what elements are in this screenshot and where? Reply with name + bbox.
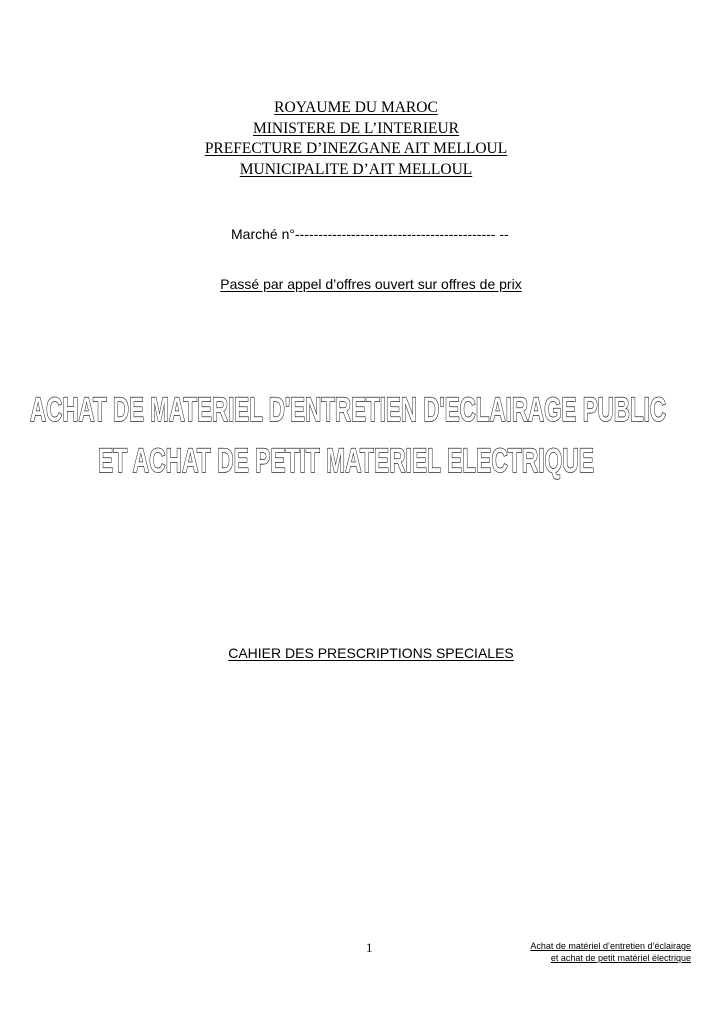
footer-line-1: Achat de matériel d’entretien d’éclairage bbox=[530, 941, 691, 951]
institution-header bbox=[0, 98, 712, 180]
header-ministry: MINISTERE DE L’INTERIEUR bbox=[252, 119, 460, 137]
page-number: 1 bbox=[366, 940, 373, 955]
marche-number: Marché n°------------------------------------------- -- bbox=[231, 226, 509, 242]
title-line-1: ACHAT DE MATERIEL D'ENTRETIEN D'ECLAIRAGE PUBLIC bbox=[30, 391, 666, 429]
main-title bbox=[0, 385, 724, 485]
footer-line-2: et achat de petit matériel électrique bbox=[550, 953, 691, 963]
title-line-2: ET ACHAT DE PETIT MATERIEL ELECTRIQUE bbox=[98, 442, 594, 480]
procedure-line: Passé par appel d’offres ouvert sur offres de prix bbox=[220, 276, 522, 292]
header-prefecture: PREFECTURE D’INEZGANE AIT MELLOUL bbox=[204, 140, 508, 157]
footer-note bbox=[530, 940, 691, 964]
document-type: CAHIER DES PRESCRIPTIONS SPECIALES bbox=[228, 645, 514, 661]
header-municipality: MUNICIPALITE D’AIT MELLOUL bbox=[239, 160, 473, 178]
header-kingdom: ROYAUME DU MAROC bbox=[274, 99, 438, 116]
